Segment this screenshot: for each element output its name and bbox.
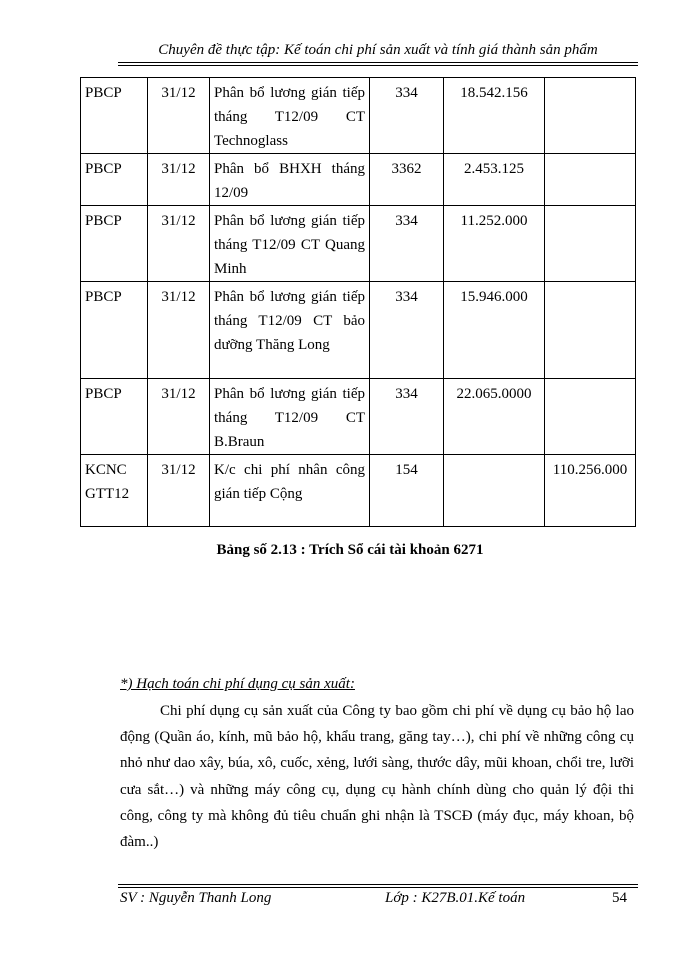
- cell-account: 3362: [370, 154, 444, 206]
- cell-account: 154: [370, 455, 444, 527]
- ledger-table: [80, 77, 636, 527]
- header-rule: [118, 62, 638, 63]
- cell-debit-amount: 15.946.000: [444, 282, 545, 379]
- cell-debit-amount: 18.542.156: [444, 78, 545, 154]
- cell-credit-amount: [545, 154, 636, 206]
- table-row: [81, 78, 636, 154]
- cell-doc-code: KCNC GTT12: [81, 455, 148, 527]
- cell-credit-amount: [545, 206, 636, 282]
- cell-description: Phân bổ lương gián tiếp tháng T12/09 CT Quang Minh: [210, 206, 370, 282]
- cell-date: 31/12: [148, 206, 210, 282]
- cell-doc-code: PBCP: [81, 206, 148, 282]
- table-row: [81, 379, 636, 455]
- cell-credit-amount: 110.256.000: [545, 455, 636, 527]
- cell-account: 334: [370, 379, 444, 455]
- footer-class: Lớp : K27B.01.Kế toán: [385, 890, 526, 906]
- footer-student: SV : Nguyễn Thanh Long: [120, 890, 272, 906]
- footer-rule: [118, 884, 638, 885]
- table-row: [81, 455, 636, 527]
- cell-description: Phân bổ lương gián tiếp tháng T12/09 CT Technoglass: [210, 78, 370, 154]
- cell-doc-code: PBCP: [81, 154, 148, 206]
- cell-debit-amount: 11.252.000: [444, 206, 545, 282]
- cell-doc-code: PBCP: [81, 282, 148, 379]
- cell-debit-amount: 22.065.0000: [444, 379, 545, 455]
- body-paragraph: Chi phí dụng cụ sản xuất của Công ty bao gồm chi phí về dụng cụ bảo hộ lao động (Quần áo, kính, mũ bảo hộ, khẩu trang, găng tay…), chi phí về những công cụ nhỏ như dao xây, búa, xô, cuốc, xẻng, lưới sàng, thước dây, mũi khoan, chổi tre, lưỡi cưa sắt…) và những máy công cụ, dụng cụ hành chính dùng cho quản lý đội thi công, công ty mà không đủ tiêu chuẩn ghi nhận là TSCĐ (máy đục, máy khoan, bộ đàm..): [120, 703, 634, 851]
- page-number: 54: [612, 890, 627, 906]
- cell-date: 31/12: [148, 78, 210, 154]
- cell-doc-code: PBCP: [81, 379, 148, 455]
- cell-credit-amount: [545, 282, 636, 379]
- page-header: Chuyên đề thực tập: Kế toán chi phí sản xuất và tính giá thành sản phẩm: [158, 42, 598, 58]
- cell-credit-amount: [545, 379, 636, 455]
- cell-debit-amount: 2.453.125: [444, 154, 545, 206]
- cell-account: 334: [370, 282, 444, 379]
- table-row: [81, 154, 636, 206]
- cell-description: K/c chi phí nhân công gián tiếp Cộng: [210, 455, 370, 527]
- cell-date: 31/12: [148, 379, 210, 455]
- cell-date: 31/12: [148, 282, 210, 379]
- cell-description: Phân bổ lương gián tiếp tháng T12/09 CT B.Braun: [210, 379, 370, 455]
- cell-date: 31/12: [148, 154, 210, 206]
- table-caption: Bảng số 2.13 : Trích Sổ cái tài khoản 6271: [216, 542, 484, 558]
- header-rule-2: [118, 65, 638, 66]
- cell-date: 31/12: [148, 455, 210, 527]
- table-row: [81, 206, 636, 282]
- section-title: *) Hạch toán chi phí dụng cụ sản xuất:: [120, 676, 355, 692]
- cell-account: 334: [370, 206, 444, 282]
- cell-account: 334: [370, 78, 444, 154]
- cell-description: Phân bổ lương gián tiếp tháng T12/09 CT bảo dưỡng Thăng Long: [210, 282, 370, 379]
- ledger-table-body: [81, 78, 636, 527]
- cell-doc-code: PBCP: [81, 78, 148, 154]
- cell-debit-amount: [444, 455, 545, 527]
- table-row: [81, 282, 636, 379]
- cell-description: Phân bổ BHXH tháng 12/09: [210, 154, 370, 206]
- cell-credit-amount: [545, 78, 636, 154]
